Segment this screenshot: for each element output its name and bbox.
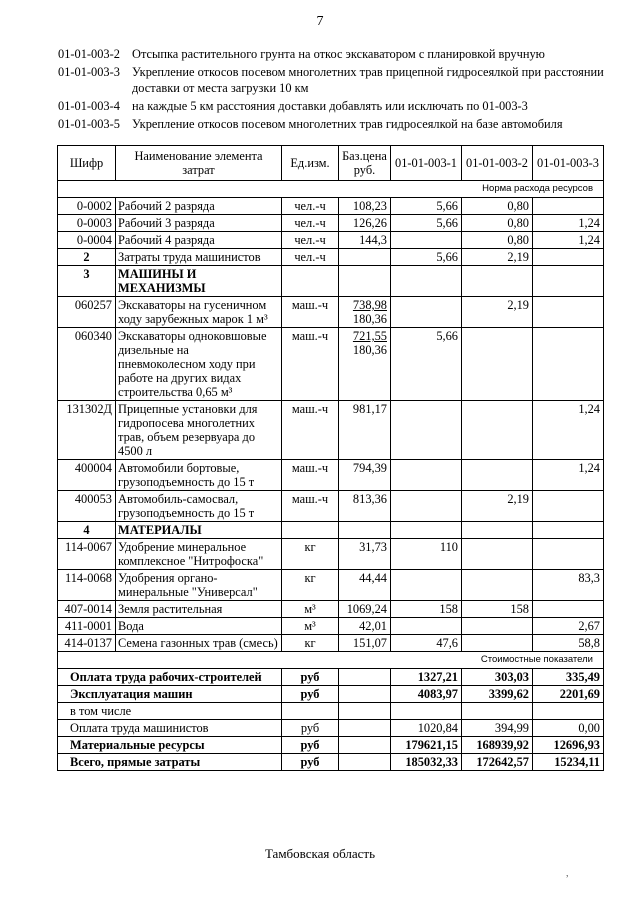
row-code: 411-0001: [58, 618, 116, 635]
summary-v1: 1327,21: [391, 669, 462, 686]
row-unit: маш.-ч: [282, 401, 339, 460]
summary-v3: 12696,93: [533, 737, 604, 754]
row-code: 0-0003: [58, 215, 116, 232]
row-v1: 5,66: [391, 198, 462, 215]
intro-item: [58, 46, 618, 62]
summary-row: [58, 754, 604, 771]
table-row: [58, 601, 604, 618]
row-v1: [391, 297, 462, 328]
section-title: МАТЕРИАЛЫ: [116, 522, 282, 539]
summary-row: [58, 703, 604, 720]
summary-v1: 1020,84: [391, 720, 462, 737]
header-col1: 01-01-003-1: [391, 146, 462, 181]
row-name: Прицепные установки для гидропосева многолетних трав, объем резервуара до 4500 л: [116, 401, 282, 460]
table-row: [58, 635, 604, 652]
summary-v3: [533, 703, 604, 720]
row-name: Экскаваторы одноковшовые дизельные на пневмоколесном ходу при работе на других видах строительства 0,65 м³: [116, 328, 282, 401]
row-v2: 0,80: [462, 198, 533, 215]
row-price: 44,44: [339, 570, 391, 601]
row-name: Удобрение минеральное комплексное "Нитрофоска": [116, 539, 282, 570]
row-code: 060340: [58, 328, 116, 401]
footer-region: Тамбовская область: [264, 846, 376, 861]
summary-row: [58, 686, 604, 703]
header-col2: 01-01-003-2: [462, 146, 533, 181]
summary-label: в том числе: [58, 703, 282, 720]
summary-label: Всего, прямые затраты: [58, 754, 282, 771]
section-title: МАШИНЫ И МЕХАНИЗМЫ: [116, 266, 282, 297]
price-bottom: 180,36: [352, 343, 387, 357]
row-unit: кг: [282, 539, 339, 570]
table-row: [58, 570, 604, 601]
table-row: [58, 249, 604, 266]
summary-v2: [462, 703, 533, 720]
summary-v1: 4083,97: [391, 686, 462, 703]
row-v1: [391, 232, 462, 249]
summary-unit: [282, 703, 339, 720]
row-code: 414-0137: [58, 635, 116, 652]
row-name: Экскаваторы на гусеничном ходу зарубежных марок 1 м³: [116, 297, 282, 328]
summary-v1: 185032,33: [391, 754, 462, 771]
row-v3: [533, 491, 604, 522]
intro-text: Укрепление откосов посевом многолетних трав гидросеялкой на базе автомобиля: [132, 117, 563, 131]
row-v1: [391, 570, 462, 601]
row-name: Семена газонных трав (смесь): [116, 635, 282, 652]
row-unit: маш.-ч: [282, 491, 339, 522]
row-price: 981,17: [339, 401, 391, 460]
row-unit: кг: [282, 570, 339, 601]
row-unit: чел.-ч: [282, 249, 339, 266]
row-name: Затраты труда машинистов: [116, 249, 282, 266]
summary-v3: 335,49: [533, 669, 604, 686]
row-code: 400004: [58, 460, 116, 491]
table-row: [58, 232, 604, 249]
row-name: Автомобиль-самосвал, грузоподъемность до 15 т: [116, 491, 282, 522]
norm-note: Норма расхода ресурсов: [58, 181, 604, 198]
row-name: Рабочий 4 разряда: [116, 232, 282, 249]
row-v3: [533, 328, 604, 401]
summary-v2: 3399,62: [462, 686, 533, 703]
table-row: [58, 491, 604, 522]
price-top: 721,55: [352, 329, 387, 343]
summary-v3: 15234,11: [533, 754, 604, 771]
row-v2: [462, 460, 533, 491]
row-code: 0-0004: [58, 232, 116, 249]
row-unit: чел.-ч: [282, 198, 339, 215]
row-unit: чел.-ч: [282, 215, 339, 232]
summary-label: Оплата труда рабочих-строителей: [58, 669, 282, 686]
intro-code: 01-01-003-5: [58, 117, 120, 131]
row-name: Рабочий 3 разряда: [116, 215, 282, 232]
row-v3: [533, 249, 604, 266]
row-v2: 2,19: [462, 491, 533, 522]
table-row: [58, 297, 604, 328]
intro-code: 01-01-003-2: [58, 47, 120, 61]
summary-unit: руб: [282, 686, 339, 703]
row-v3: 1,24: [533, 460, 604, 491]
row-v1: [391, 460, 462, 491]
table-row: [58, 539, 604, 570]
row-code: 060257: [58, 297, 116, 328]
intro-item: [58, 98, 618, 114]
row-name: Вода: [116, 618, 282, 635]
summary-unit: руб: [282, 720, 339, 737]
row-v2: [462, 635, 533, 652]
summary-row: [58, 669, 604, 686]
cost-note: Стоимостные показатели: [58, 652, 604, 669]
table-row: [58, 328, 604, 401]
row-unit: м³: [282, 618, 339, 635]
row-v1: 158: [391, 601, 462, 618]
row-v2: [462, 539, 533, 570]
price-top: 738,98: [352, 298, 387, 312]
price-bottom: 180,36: [352, 312, 387, 326]
row-price: 144,3: [339, 232, 391, 249]
intro-list: [58, 46, 618, 134]
scan-mark: ,: [566, 868, 569, 879]
summary-v2: 394,99: [462, 720, 533, 737]
row-v2: 0,80: [462, 232, 533, 249]
row-v1: 47,6: [391, 635, 462, 652]
header-col3: 01-01-003-3: [533, 146, 604, 181]
table-row: [58, 215, 604, 232]
row-v3: 1,24: [533, 232, 604, 249]
table-header-row: [58, 146, 604, 181]
resource-table: [57, 145, 604, 771]
intro-code: 01-01-003-3: [58, 65, 120, 79]
header-name: Наименование элемента затрат: [116, 146, 282, 181]
row-v1: 110: [391, 539, 462, 570]
intro-text: Укрепление откосов посевом многолетних трав прицепной гидросеялкой при расстоянии доставки от места загрузки 10 км: [132, 65, 604, 95]
intro-item: [58, 116, 618, 132]
header-price: Баз.цена руб.: [339, 146, 391, 181]
header-unit: Ед.изм.: [282, 146, 339, 181]
row-v1: [391, 491, 462, 522]
page-number: 7: [316, 14, 324, 29]
row-v3: [533, 539, 604, 570]
intro-item: [58, 64, 618, 96]
row-v3: [533, 297, 604, 328]
section-row: [58, 522, 604, 539]
row-v2: 2,19: [462, 249, 533, 266]
row-name: Автомобили бортовые, грузоподъемность до 15 т: [116, 460, 282, 491]
section-code: 4: [58, 522, 116, 539]
row-v2: 2,19: [462, 297, 533, 328]
summary-label: Оплата труда машинистов: [58, 720, 282, 737]
row-code: 2: [58, 249, 116, 266]
summary-unit: руб: [282, 669, 339, 686]
section-code: 3: [58, 266, 116, 297]
table-row: [58, 198, 604, 215]
section-row: [58, 266, 604, 297]
row-price: [339, 249, 391, 266]
row-price: 126,26: [339, 215, 391, 232]
row-unit: маш.-ч: [282, 328, 339, 401]
table-row: [58, 618, 604, 635]
row-unit: чел.-ч: [282, 232, 339, 249]
row-v3: [533, 198, 604, 215]
summary-v1: [391, 703, 462, 720]
row-v2: 0,80: [462, 215, 533, 232]
header-code: Шифр: [58, 146, 116, 181]
row-price: 813,36: [339, 491, 391, 522]
row-v1: [391, 401, 462, 460]
row-unit: кг: [282, 635, 339, 652]
summary-v3: 0,00: [533, 720, 604, 737]
intro-text: на каждые 5 км расстояния доставки добавлять или исключать по 01-003-3: [132, 99, 528, 113]
row-price: 794,39: [339, 460, 391, 491]
row-v2: [462, 570, 533, 601]
row-price: 151,07: [339, 635, 391, 652]
row-v2: [462, 328, 533, 401]
row-v3: 83,3: [533, 570, 604, 601]
row-name: Земля растительная: [116, 601, 282, 618]
row-name: Удобрения органо-минеральные "Универсал": [116, 570, 282, 601]
row-price: 1069,24: [339, 601, 391, 618]
row-code: 407-0014: [58, 601, 116, 618]
row-unit: м³: [282, 601, 339, 618]
summary-v3: 2201,69: [533, 686, 604, 703]
row-unit: маш.-ч: [282, 297, 339, 328]
row-v3: 2,67: [533, 618, 604, 635]
summary-unit: руб: [282, 754, 339, 771]
summary-v2: 168939,92: [462, 737, 533, 754]
summary-unit: руб: [282, 737, 339, 754]
table-row: [58, 460, 604, 491]
intro-text: Отсыпка растительного грунта на откос экскаватором с планировкой вручную: [132, 47, 545, 61]
row-name: Рабочий 2 разряда: [116, 198, 282, 215]
row-v1: 5,66: [391, 328, 462, 401]
summary-label: Эксплуатация машин: [58, 686, 282, 703]
row-price: 108,23: [339, 198, 391, 215]
row-code: 131302Д: [58, 401, 116, 460]
row-code: 114-0067: [58, 539, 116, 570]
row-v3: 1,24: [533, 401, 604, 460]
row-v2: [462, 618, 533, 635]
row-price: [339, 328, 391, 401]
summary-v2: 303,03: [462, 669, 533, 686]
summary-row: [58, 720, 604, 737]
row-v2: 158: [462, 601, 533, 618]
row-price: [339, 297, 391, 328]
row-price: 42,01: [339, 618, 391, 635]
summary-label: Материальные ресурсы: [58, 737, 282, 754]
row-v3: [533, 601, 604, 618]
row-v3: 1,24: [533, 215, 604, 232]
summary-v1: 179621,15: [391, 737, 462, 754]
row-v2: [462, 401, 533, 460]
row-code: 400053: [58, 491, 116, 522]
row-code: 0-0002: [58, 198, 116, 215]
row-v1: [391, 618, 462, 635]
row-price: 31,73: [339, 539, 391, 570]
row-code: 114-0068: [58, 570, 116, 601]
table-row: [58, 401, 604, 460]
row-v1: 5,66: [391, 249, 462, 266]
summary-v2: 172642,57: [462, 754, 533, 771]
row-v1: 5,66: [391, 215, 462, 232]
row-unit: маш.-ч: [282, 460, 339, 491]
summary-row: [58, 737, 604, 754]
intro-code: 01-01-003-4: [58, 99, 120, 113]
row-v3: 58,8: [533, 635, 604, 652]
